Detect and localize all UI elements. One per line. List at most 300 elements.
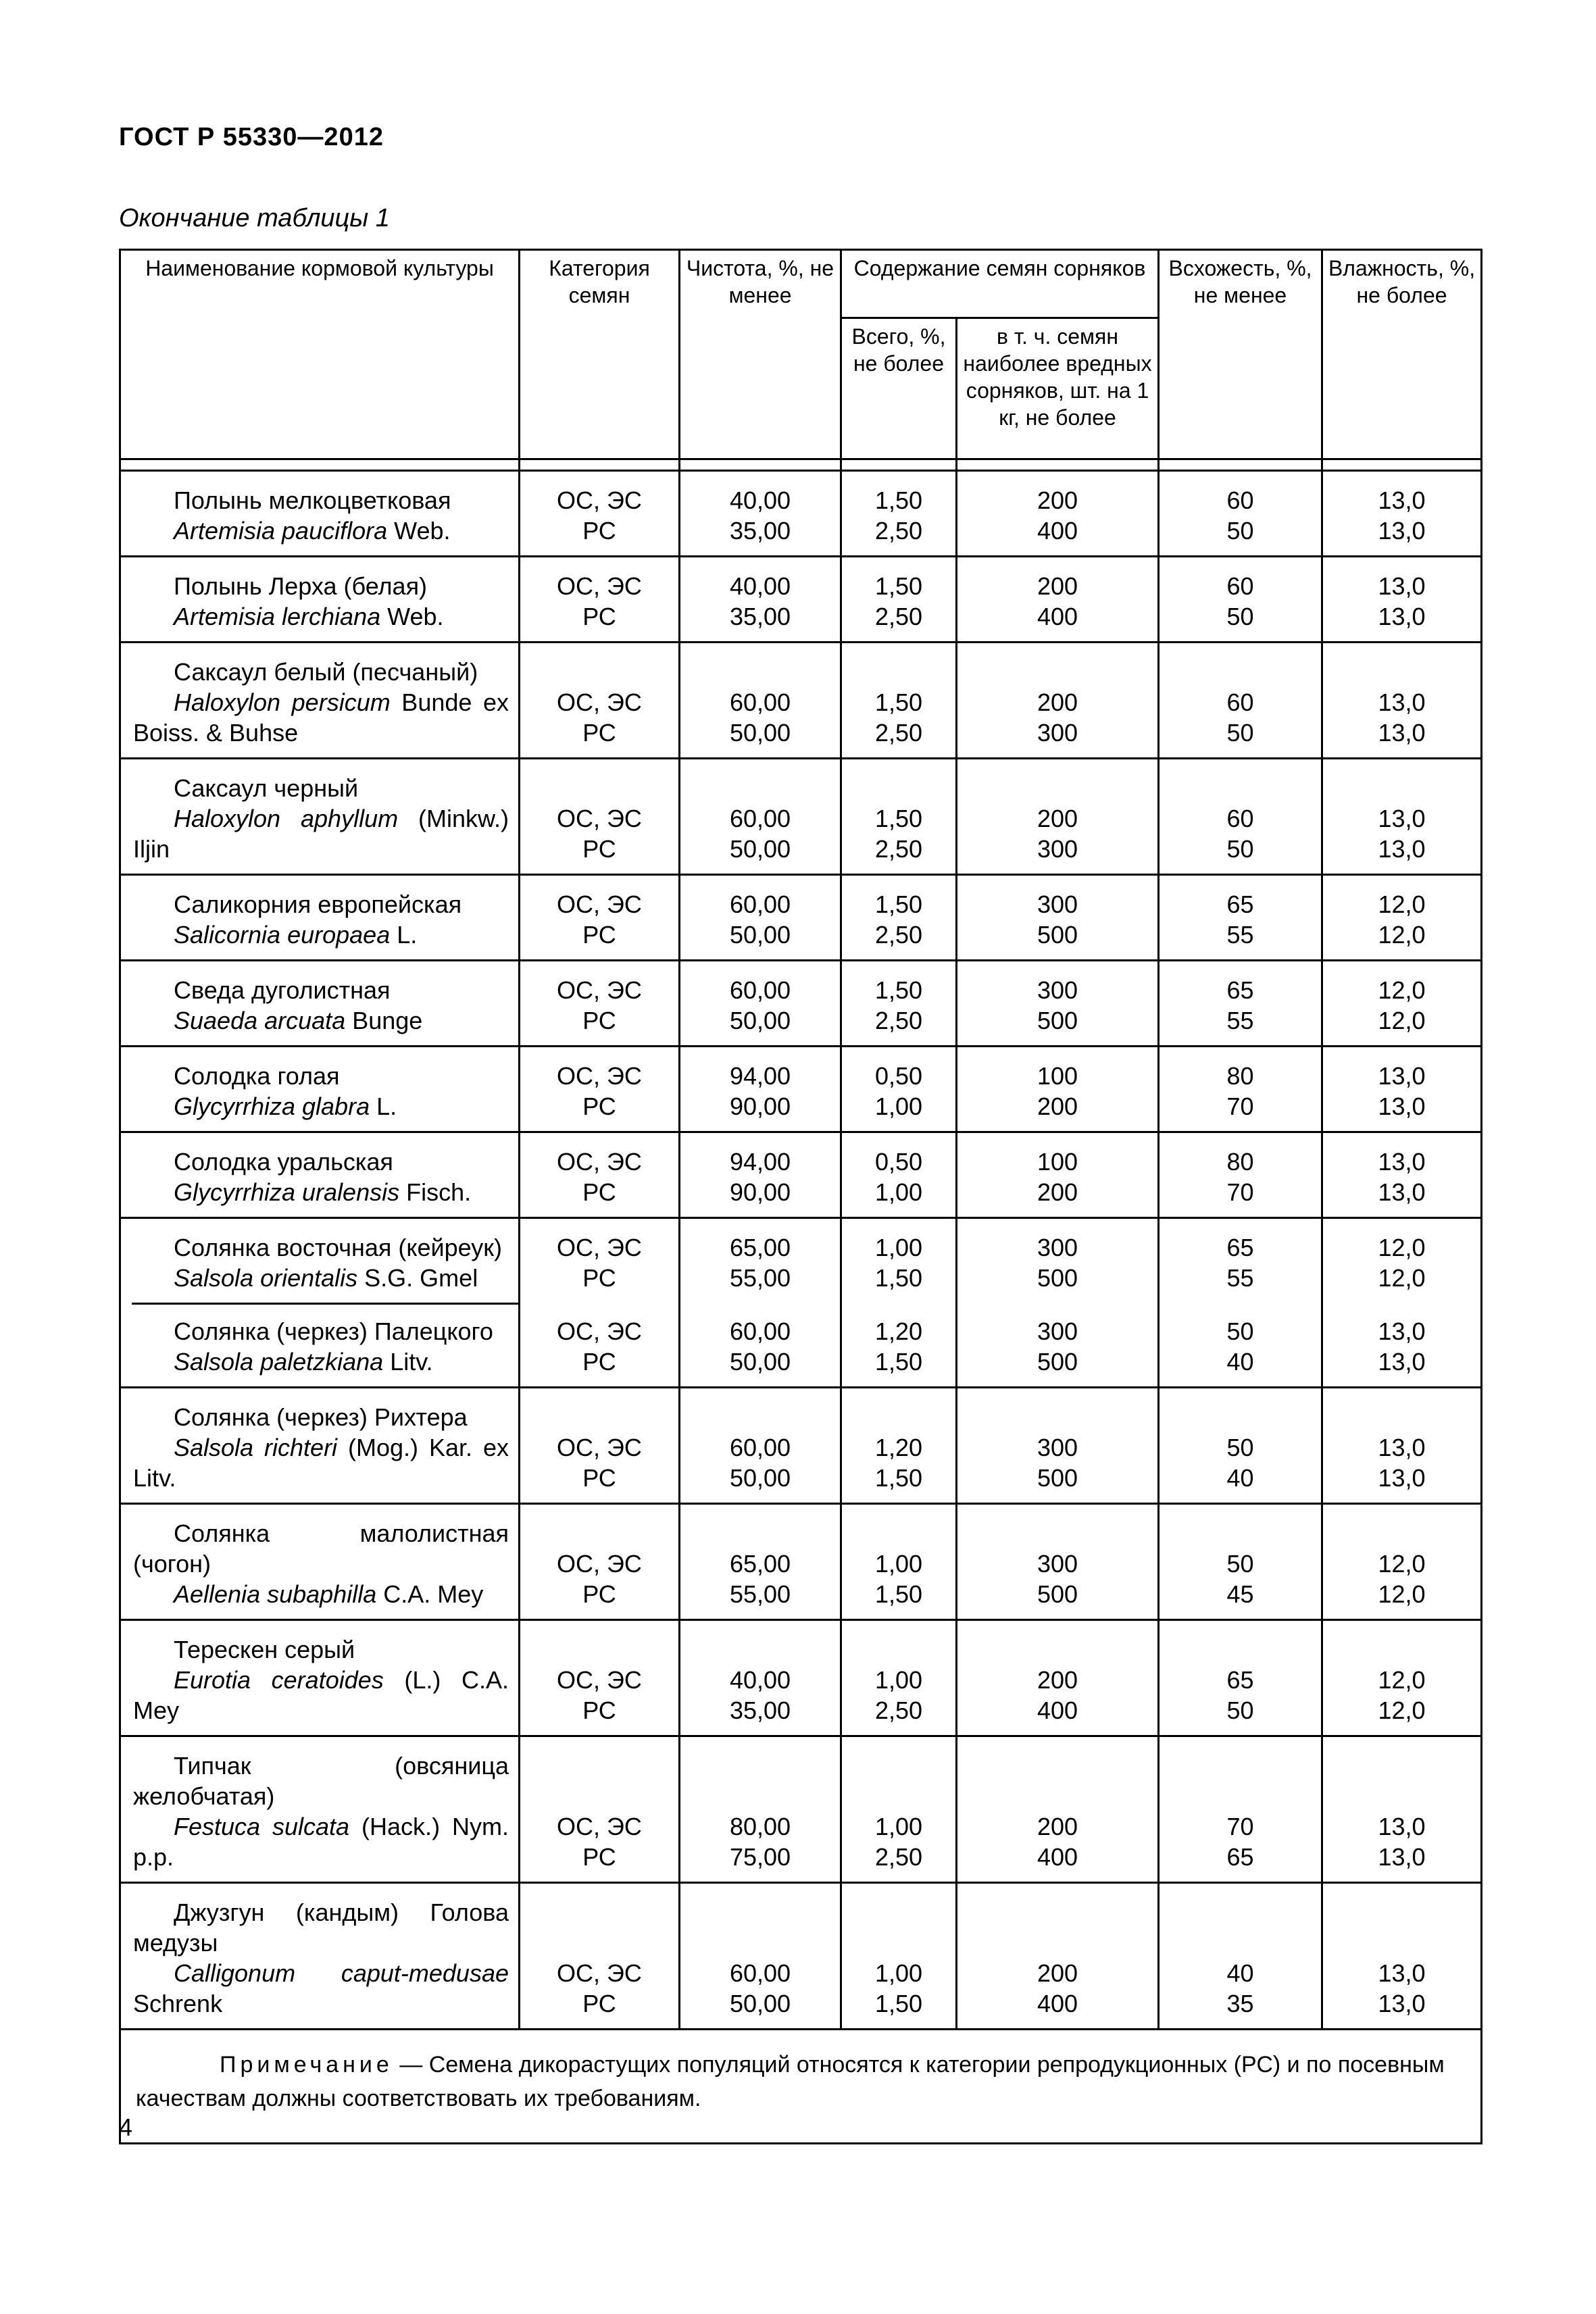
humidity-cell-value: 13,0	[1378, 1317, 1426, 1345]
weeds-total-cell	[841, 875, 957, 961]
germination-cell-value: 60	[1226, 805, 1254, 832]
purity-cell	[680, 1620, 841, 1736]
crop-name-cell	[120, 557, 520, 643]
category-cell-value: ОС, ЭС	[557, 1550, 642, 1578]
table-row	[120, 471, 1482, 557]
table-row	[120, 643, 1482, 759]
category-cell	[520, 1736, 680, 1883]
germination-cell-value: 50	[1226, 1696, 1254, 1724]
crop-name-latin	[133, 1811, 509, 1872]
humidity-cell-value: 13,0	[1378, 1464, 1426, 1492]
crop-name-russian: Джузгун (кандым) Голова медузы	[133, 1898, 509, 1957]
humidity-cell-value: 13,0	[1378, 1092, 1426, 1120]
category-cell-value: РС	[582, 1007, 616, 1034]
category-cell-value: ОС, ЭС	[557, 1813, 642, 1840]
purity-cell	[680, 759, 841, 875]
weeds-harmful-cell	[957, 759, 1159, 875]
weeds-total-cell-value: 1,00	[874, 1550, 923, 1578]
weeds-harmful-cell-value: 300	[1037, 890, 1078, 918]
crop-name-latin	[133, 515, 509, 546]
header-name: Наименование кормовой культуры	[120, 250, 520, 459]
weeds-harmful-cell	[957, 961, 1159, 1047]
purity-cell-value: 60,00	[729, 688, 791, 716]
weeds-harmful-cell-value: 500	[1037, 1464, 1078, 1492]
header-weeds-harmful: в т. ч. семян наиболее вредных сорняков, шт. на 1 кг, не более	[957, 318, 1159, 459]
germination-cell-value: 40	[1226, 1464, 1254, 1492]
category-cell-value: РС	[582, 1178, 616, 1206]
category-cell-value: ОС, ЭС	[557, 1317, 642, 1345]
weeds-total-cell	[841, 1883, 957, 2030]
category-cell	[520, 1218, 680, 1303]
weeds-total-cell-value: 1,00	[874, 1813, 923, 1840]
purity-cell-value: 55,00	[729, 1264, 791, 1292]
purity-cell-value: 50,00	[729, 719, 791, 747]
latin-species: Glycyrrhiza uralensis	[174, 1178, 400, 1206]
purity-cell-value: 60,00	[729, 890, 791, 918]
germination-cell-value: 60	[1226, 572, 1254, 600]
weeds-total-cell-value: 1,50	[874, 1580, 923, 1608]
crop-name-russian: Терескен серый	[174, 1636, 355, 1663]
humidity-cell-value: 12,0	[1378, 976, 1426, 1004]
category-cell-value: РС	[582, 719, 616, 747]
table-row	[120, 1388, 1482, 1504]
category-cell-value: ОС, ЭС	[557, 1959, 642, 1987]
category-cell	[520, 1883, 680, 2030]
crop-name-cell	[120, 643, 520, 759]
crop-name-latin	[133, 1665, 509, 1726]
humidity-cell	[1322, 1303, 1482, 1388]
purity-cell-value: 60,00	[729, 1317, 791, 1345]
humidity-cell-value: 13,0	[1378, 688, 1426, 716]
purity-cell-value: 60,00	[729, 1434, 791, 1461]
latin-species: Eurotia ceratoides	[174, 1666, 384, 1694]
weeds-total-cell-value: 2,50	[874, 835, 923, 863]
purity-cell-value: 50,00	[729, 835, 791, 863]
weeds-harmful-cell	[957, 471, 1159, 557]
category-cell-value: ОС, ЭС	[557, 486, 642, 514]
crop-name-russian: Саксаул черный	[174, 774, 359, 802]
latin-author: (L.) C.A. Mey	[133, 1666, 509, 1724]
header-weeds: Содержание семян сорняков	[841, 250, 1159, 318]
weeds-harmful-cell-value: 400	[1037, 517, 1078, 545]
germination-cell-value: 40	[1226, 1959, 1254, 1987]
latin-author: Web.	[380, 603, 444, 630]
seed-quality-table	[119, 249, 1482, 2144]
purity-cell	[680, 1504, 841, 1620]
purity-cell	[680, 1218, 841, 1303]
weeds-harmful-cell-value: 300	[1037, 1434, 1078, 1461]
germination-cell-value: 70	[1226, 1813, 1254, 1840]
table-note	[120, 2030, 1482, 2144]
weeds-total-cell	[841, 643, 957, 759]
humidity-cell-value: 13,0	[1378, 572, 1426, 600]
table-row	[120, 1218, 1482, 1303]
humidity-cell-value: 13,0	[1378, 1813, 1426, 1840]
latin-author: L.	[370, 1092, 397, 1120]
germination-cell-value: 50	[1226, 603, 1254, 630]
humidity-cell	[1322, 1218, 1482, 1303]
weeds-total-cell-value: 2,50	[874, 517, 923, 545]
header-germination: Всхожесть, %, не менее	[1159, 250, 1322, 459]
purity-cell-value: 40,00	[729, 572, 791, 600]
weeds-total-cell-value: 2,50	[874, 603, 923, 630]
crop-name-cell	[120, 1132, 520, 1218]
weeds-harmful-cell	[957, 643, 1159, 759]
latin-species: Salsola orientalis	[174, 1264, 358, 1292]
humidity-cell	[1322, 471, 1482, 557]
crop-name-russian: Солянка (черкез) Рихтера	[174, 1403, 468, 1431]
note-text	[136, 2048, 1466, 2115]
crop-name-latin	[133, 1432, 509, 1493]
table-row	[120, 1303, 1482, 1388]
page-number: 4	[119, 2113, 133, 2141]
weeds-harmful-cell	[957, 875, 1159, 961]
germination-cell	[1159, 1504, 1322, 1620]
weeds-total-cell-value: 2,50	[874, 1007, 923, 1034]
category-cell-value: РС	[582, 1580, 616, 1608]
category-cell-value: РС	[582, 1348, 616, 1376]
purity-cell-value: 90,00	[729, 1092, 791, 1120]
category-cell	[520, 1132, 680, 1218]
humidity-cell-value: 13,0	[1378, 603, 1426, 630]
purity-cell	[680, 1132, 841, 1218]
humidity-cell-value: 13,0	[1378, 517, 1426, 545]
category-cell-value: ОС, ЭС	[557, 1062, 642, 1090]
weeds-total-cell-value: 2,50	[874, 719, 923, 747]
germination-cell-value: 50	[1226, 517, 1254, 545]
humidity-cell	[1322, 961, 1482, 1047]
weeds-harmful-cell-value: 100	[1037, 1062, 1078, 1090]
header-humidity: Влажность, %, не более	[1322, 250, 1482, 459]
weeds-total-cell	[841, 1047, 957, 1132]
weeds-total-cell-value: 0,50	[874, 1062, 923, 1090]
germination-cell-value: 70	[1226, 1092, 1254, 1120]
purity-cell-value: 40,00	[729, 486, 791, 514]
category-cell-value: РС	[582, 1264, 616, 1292]
crop-name-latin	[133, 1958, 509, 2019]
purity-cell-value: 60,00	[729, 1959, 791, 1987]
weeds-total-cell	[841, 961, 957, 1047]
category-cell	[520, 759, 680, 875]
germination-cell-value: 55	[1226, 1007, 1254, 1034]
germination-cell-value: 60	[1226, 486, 1254, 514]
latin-species: Festuca sulcata	[174, 1813, 350, 1840]
humidity-cell-value: 12,0	[1378, 1696, 1426, 1724]
germination-cell	[1159, 1132, 1322, 1218]
weeds-harmful-cell-value: 500	[1037, 1580, 1078, 1608]
humidity-cell	[1322, 1736, 1482, 1883]
humidity-cell	[1322, 643, 1482, 759]
category-cell-value: ОС, ЭС	[557, 572, 642, 600]
humidity-cell	[1322, 1620, 1482, 1736]
crop-name-cell	[120, 1504, 520, 1620]
germination-cell-value: 70	[1226, 1178, 1254, 1206]
weeds-total-cell-value: 1,20	[874, 1317, 923, 1345]
crop-name-russian: Солянка (черкез) Палецкого	[174, 1317, 493, 1345]
germination-cell	[1159, 1388, 1322, 1504]
table-caption: Окончание таблицы 1	[119, 204, 390, 232]
purity-cell-value: 94,00	[729, 1148, 791, 1176]
latin-author: Bunge	[345, 1007, 423, 1034]
humidity-cell-value: 13,0	[1378, 1348, 1426, 1376]
category-cell-value: ОС, ЭС	[557, 805, 642, 832]
weeds-total-cell-value: 1,50	[874, 1464, 923, 1492]
latin-author: Web.	[387, 517, 451, 545]
weeds-harmful-cell-value: 300	[1037, 835, 1078, 863]
germination-cell-value: 80	[1226, 1148, 1254, 1176]
weeds-total-cell-value: 1,50	[874, 486, 923, 514]
purity-cell-value: 75,00	[729, 1843, 791, 1871]
humidity-cell	[1322, 759, 1482, 875]
crop-name-latin	[133, 1579, 509, 1609]
table-row	[120, 1883, 1482, 2030]
humidity-cell	[1322, 875, 1482, 961]
weeds-harmful-cell-value: 200	[1037, 805, 1078, 832]
crop-name-cell	[120, 1736, 520, 1883]
purity-cell-value: 55,00	[729, 1580, 791, 1608]
crop-name-russian: Полынь мелкоцветковая	[174, 486, 451, 514]
weeds-total-cell	[841, 1504, 957, 1620]
latin-species: Artemisia lerchiana	[174, 603, 381, 630]
crop-name-cell	[120, 1883, 520, 2030]
category-cell	[520, 1388, 680, 1504]
germination-cell-value: 55	[1226, 921, 1254, 949]
weeds-harmful-cell-value: 300	[1037, 1317, 1078, 1345]
crop-name-latin	[133, 1091, 509, 1122]
weeds-total-cell	[841, 1303, 957, 1388]
purity-cell-value: 35,00	[729, 603, 791, 630]
crop-name-latin	[133, 1263, 509, 1293]
germination-cell-value: 65	[1226, 1666, 1254, 1694]
germination-cell	[1159, 1736, 1322, 1883]
purity-cell-value: 50,00	[729, 1464, 791, 1492]
humidity-cell-value: 12,0	[1378, 890, 1426, 918]
humidity-cell-value: 13,0	[1378, 1062, 1426, 1090]
germination-cell	[1159, 471, 1322, 557]
header-weeds-total: Всего, %, не более	[841, 318, 957, 459]
weeds-harmful-cell	[957, 1504, 1159, 1620]
germination-cell-value: 35	[1226, 1990, 1254, 2017]
purity-cell	[680, 1047, 841, 1132]
weeds-harmful-cell-value: 500	[1037, 1348, 1078, 1376]
category-cell-value: РС	[582, 1843, 616, 1871]
weeds-total-cell	[841, 1620, 957, 1736]
weeds-harmful-cell-value: 200	[1037, 1178, 1078, 1206]
table-row	[120, 961, 1482, 1047]
latin-author: (Minkw.) Iljin	[133, 805, 509, 863]
humidity-cell-value: 12,0	[1378, 1234, 1426, 1261]
weeds-harmful-cell	[957, 1736, 1159, 1883]
weeds-total-cell-value: 2,50	[874, 1696, 923, 1724]
crop-name-cell	[120, 759, 520, 875]
weeds-harmful-cell-value: 200	[1037, 1092, 1078, 1120]
category-cell-value: ОС, ЭС	[557, 1434, 642, 1461]
latin-author: Schrenk	[133, 1990, 223, 2017]
weeds-total-cell	[841, 1736, 957, 1883]
humidity-cell	[1322, 557, 1482, 643]
weeds-total-cell-value: 1,50	[874, 1348, 923, 1376]
table-row	[120, 557, 1482, 643]
weeds-harmful-cell-value: 200	[1037, 1813, 1078, 1840]
humidity-cell-value: 12,0	[1378, 1007, 1426, 1034]
crop-name-cell	[120, 471, 520, 557]
weeds-total-cell-value: 1,00	[874, 1959, 923, 1987]
weeds-total-cell	[841, 1388, 957, 1504]
crop-name-cell	[120, 961, 520, 1047]
standard-designation: ГОСТ Р 55330—2012	[119, 123, 384, 151]
germination-cell-value: 65	[1226, 976, 1254, 1004]
latin-author: C.A. Mey	[376, 1580, 484, 1608]
humidity-cell	[1322, 1047, 1482, 1132]
purity-cell	[680, 471, 841, 557]
latin-species: Artemisia pauciflora	[174, 517, 388, 545]
humidity-cell-value: 13,0	[1378, 1843, 1426, 1871]
table-row	[120, 875, 1482, 961]
crop-name-russian: Солянка восточная (кейреук)	[174, 1234, 503, 1261]
purity-cell	[680, 643, 841, 759]
crop-name-russian: Сведа дуголистная	[174, 976, 391, 1004]
humidity-cell-value: 12,0	[1378, 921, 1426, 949]
humidity-cell-value: 13,0	[1378, 486, 1426, 514]
weeds-harmful-cell-value: 200	[1037, 486, 1078, 514]
germination-cell-value: 50	[1226, 1550, 1254, 1578]
purity-cell-value: 50,00	[729, 1007, 791, 1034]
crop-name-russian: Типчак (овсяница желобчатая)	[133, 1752, 509, 1810]
germination-cell	[1159, 557, 1322, 643]
purity-cell-value: 50,00	[729, 1348, 791, 1376]
weeds-harmful-cell-value: 200	[1037, 572, 1078, 600]
category-cell	[520, 1620, 680, 1736]
purity-cell-value: 50,00	[729, 921, 791, 949]
weeds-harmful-cell-value: 500	[1037, 921, 1078, 949]
weeds-harmful-cell-value: 100	[1037, 1148, 1078, 1176]
crop-name-cell	[120, 1388, 520, 1504]
latin-species: Haloxylon aphyllum	[174, 805, 399, 832]
row-divider	[132, 1303, 518, 1305]
germination-cell-value: 65	[1226, 1234, 1254, 1261]
weeds-harmful-cell-value: 400	[1037, 1696, 1078, 1724]
weeds-harmful-cell-value: 300	[1037, 719, 1078, 747]
category-cell-value: ОС, ЭС	[557, 1148, 642, 1176]
humidity-cell	[1322, 1504, 1482, 1620]
crop-name-russian: Солянка малолистная (чогон)	[133, 1519, 509, 1578]
humidity-cell-value: 12,0	[1378, 1580, 1426, 1608]
purity-cell-value: 60,00	[729, 976, 791, 1004]
purity-cell-value: 35,00	[729, 1696, 791, 1724]
weeds-harmful-cell-value: 400	[1037, 1843, 1078, 1871]
germination-cell-value: 60	[1226, 688, 1254, 716]
weeds-total-cell-value: 1,50	[874, 1990, 923, 2017]
category-cell-value: РС	[582, 1092, 616, 1120]
purity-cell	[680, 961, 841, 1047]
purity-cell-value: 60,00	[729, 805, 791, 832]
crop-name-russian: Полынь Лерха (белая)	[174, 572, 428, 600]
table-row	[120, 1504, 1482, 1620]
weeds-harmful-cell-value: 200	[1037, 688, 1078, 716]
humidity-cell-value: 13,0	[1378, 805, 1426, 832]
category-cell-value: РС	[582, 921, 616, 949]
germination-cell-value: 65	[1226, 890, 1254, 918]
weeds-harmful-cell-value: 200	[1037, 1959, 1078, 1987]
category-cell-value: РС	[582, 1990, 616, 2017]
weeds-harmful-cell-value: 400	[1037, 603, 1078, 630]
weeds-total-cell-value: 1,50	[874, 805, 923, 832]
humidity-cell-value: 12,0	[1378, 1666, 1426, 1694]
note-label: Примечание	[220, 2052, 393, 2078]
weeds-harmful-cell-value: 500	[1037, 1007, 1078, 1034]
category-cell-value: РС	[582, 1696, 616, 1724]
humidity-cell-value: 12,0	[1378, 1264, 1426, 1292]
weeds-harmful-cell	[957, 1883, 1159, 2030]
latin-author: S.G. Gmel	[357, 1264, 478, 1292]
germination-cell-value: 55	[1226, 1264, 1254, 1292]
category-cell	[520, 1303, 680, 1388]
humidity-cell-value: 13,0	[1378, 835, 1426, 863]
humidity-cell	[1322, 1388, 1482, 1504]
weeds-total-cell-value: 1,00	[874, 1092, 923, 1120]
crop-name-russian: Саксаул белый (песчаный)	[174, 658, 478, 686]
purity-cell-value: 65,00	[729, 1550, 791, 1578]
weeds-total-cell-value: 2,50	[874, 921, 923, 949]
humidity-cell-value: 13,0	[1378, 719, 1426, 747]
latin-species: Salicornia europaea	[174, 921, 391, 949]
table-row	[120, 1620, 1482, 1736]
crop-name-cell	[120, 875, 520, 961]
purity-cell-value: 35,00	[729, 517, 791, 545]
latin-species: Calligonum caput-medusae	[174, 1959, 509, 1987]
weeds-harmful-cell-value: 500	[1037, 1264, 1078, 1292]
purity-cell	[680, 557, 841, 643]
purity-cell-value: 80,00	[729, 1813, 791, 1840]
weeds-total-cell	[841, 1132, 957, 1218]
weeds-total-cell	[841, 1218, 957, 1303]
table-row	[120, 759, 1482, 875]
category-cell-value: ОС, ЭС	[557, 1666, 642, 1694]
weeds-total-cell	[841, 471, 957, 557]
humidity-cell-value: 13,0	[1378, 1148, 1426, 1176]
latin-species: Salsola paletzkiana	[174, 1348, 384, 1376]
germination-cell-value: 65	[1226, 1843, 1254, 1871]
category-cell-value: РС	[582, 835, 616, 863]
weeds-harmful-cell	[957, 1218, 1159, 1303]
table-row	[120, 1132, 1482, 1218]
category-cell-value: ОС, ЭС	[557, 1234, 642, 1261]
category-cell	[520, 557, 680, 643]
germination-cell-value: 80	[1226, 1062, 1254, 1090]
weeds-harmful-cell-value: 300	[1037, 1234, 1078, 1261]
latin-author: Fisch.	[399, 1178, 472, 1206]
crop-name-latin	[133, 803, 509, 864]
latin-author: (Hack.) Nym. p.p.	[133, 1813, 509, 1871]
germination-cell	[1159, 643, 1322, 759]
purity-cell	[680, 875, 841, 961]
weeds-harmful-cell	[957, 1132, 1159, 1218]
crop-name-latin	[133, 601, 509, 632]
germination-cell-value: 40	[1226, 1348, 1254, 1376]
crop-name-latin	[133, 920, 509, 950]
purity-cell	[680, 1388, 841, 1504]
crop-name-cell	[120, 1303, 520, 1388]
humidity-cell-value: 13,0	[1378, 1959, 1426, 1987]
category-cell-value: РС	[582, 1464, 616, 1492]
weeds-total-cell-value: 1,50	[874, 688, 923, 716]
latin-author: Bunde ex Boiss. & Buhse	[133, 688, 509, 747]
crop-name-latin	[133, 1177, 509, 1207]
crop-name-latin	[133, 1347, 509, 1377]
weeds-total-cell	[841, 759, 957, 875]
weeds-harmful-cell-value: 400	[1037, 1990, 1078, 2017]
latin-author: L.	[390, 921, 418, 949]
